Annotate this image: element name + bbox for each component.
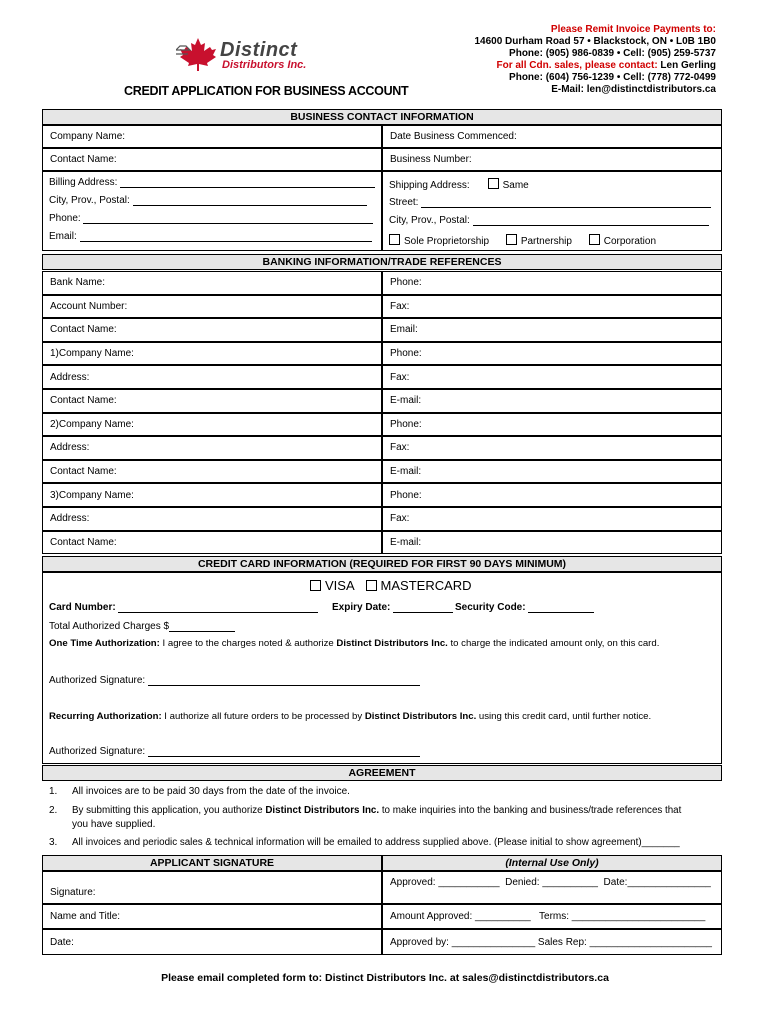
banking-row (42, 460, 722, 484)
banking-right-label: Phone: (390, 418, 422, 430)
credit-card-heading: CREDIT CARD INFORMATION (REQUIRED FOR FIRST 90 DAYS MINIMUM) (42, 556, 722, 572)
terms-label: Terms: ________________________ (539, 911, 706, 922)
one-time-company: Distinct Distributors Inc. (336, 638, 448, 649)
banking-right-field[interactable] (382, 271, 722, 295)
billing-city-field[interactable] (49, 195, 367, 206)
banking-right-label: Fax: (390, 442, 410, 454)
visa-checkbox[interactable] (310, 580, 321, 591)
recurring-text-1: I authorize all future orders to be processed by (161, 711, 365, 722)
banking-left-label: Address: (50, 371, 90, 383)
banking-right-field[interactable] (382, 365, 722, 389)
banking-left-field[interactable] (42, 413, 382, 437)
remit-contact-label: For all Cdn. sales, please contact: (496, 60, 658, 71)
credit-card-block (42, 572, 722, 764)
phone-label: Phone: (49, 213, 81, 224)
agreement-2-text (72, 805, 681, 816)
card-type-options (310, 578, 472, 593)
security-code-field[interactable] (455, 602, 594, 613)
shipping-address-field[interactable] (389, 178, 529, 191)
maple-leaf-icon (176, 36, 220, 72)
banking-row (42, 318, 722, 342)
agreement-1-number: 1. (49, 786, 58, 797)
banking-left-field[interactable] (42, 271, 382, 295)
agreement-3-text: All invoices and periodic sales & technical information will be emailed to address supplied above. (Please initial to show agreement)_______ (72, 837, 680, 848)
visa-label: VISA (325, 578, 354, 593)
banking-row (42, 531, 722, 555)
signature-row-3 (42, 929, 722, 955)
remit-heading: Please Remit Invoice Payments to: (550, 24, 716, 35)
date-field[interactable] (42, 929, 382, 955)
banking-right-field[interactable] (382, 531, 722, 555)
remit-contact-name: Len Gerling (657, 60, 716, 71)
same-checkbox[interactable] (488, 178, 499, 189)
agreement-heading: AGREEMENT (42, 765, 722, 781)
banking-right-field[interactable] (382, 507, 722, 531)
banking-right-field[interactable] (382, 436, 722, 460)
date-commenced-field[interactable] (382, 125, 722, 148)
banking-right-field[interactable] (382, 483, 722, 507)
banking-right-label: Fax: (390, 300, 410, 312)
banking-row (42, 389, 722, 413)
banking-left-field[interactable] (42, 460, 382, 484)
banking-row (42, 365, 722, 389)
authorized-signature-2-label: Authorized Signature: (49, 746, 146, 757)
remit-address: 14600 Durham Road 57 • Blackstock, ON • L0B 1B0 (474, 36, 716, 47)
contact-row-1 (42, 125, 722, 148)
expiry-label: Expiry Date: (332, 602, 391, 613)
remit-phone: Phone: (905) 986-0839 • Cell: (905) 259-5737 (509, 48, 716, 59)
security-code-label: Security Code: (455, 602, 526, 613)
banking-left-label: Contact Name: (50, 395, 117, 407)
one-time-text-2: to charge the indicated amount only, on this card. (447, 638, 660, 649)
one-time-label: One Time Authorization: (49, 638, 160, 649)
approved-by-row[interactable] (382, 929, 722, 955)
banking-right-field[interactable] (382, 342, 722, 366)
address-block (42, 171, 722, 251)
banking-row (42, 436, 722, 460)
banking-left-label: Contact Name: (50, 324, 117, 336)
company-name-field[interactable] (42, 125, 382, 148)
total-charges-label: Total Authorized Charges $ (49, 621, 170, 632)
signature-field[interactable] (42, 871, 382, 904)
banking-right-label: E-mail: (390, 536, 422, 548)
banking-right-label: Phone: (390, 348, 422, 360)
contact-name-label: Contact Name: (50, 154, 117, 165)
expiry-field[interactable] (332, 602, 453, 613)
banking-left-label: Contact Name: (50, 536, 117, 548)
banking-left-field[interactable] (42, 436, 382, 460)
agreement-2-post: to make inquiries into the banking and business/trade references that (379, 805, 682, 816)
remit-info (416, 24, 716, 96)
business-number-field[interactable] (382, 148, 722, 171)
authorized-signature-1[interactable] (49, 675, 420, 686)
page-title: CREDIT APPLICATION FOR BUSINESS ACCOUNT (124, 84, 409, 98)
banking-left-label: Bank Name: (50, 277, 106, 289)
email-label: Email: (49, 231, 77, 242)
billing-address-field[interactable] (49, 177, 375, 188)
internal-date-label: Date:_______________ (603, 877, 711, 888)
phone-field[interactable] (49, 213, 373, 224)
card-number-field[interactable] (49, 602, 318, 613)
contact-row-2 (42, 148, 722, 171)
company-logo (176, 36, 326, 76)
applicant-signature-heading: APPLICANT SIGNATURE (42, 855, 382, 871)
amount-approved-label: Amount Approved: __________ (390, 911, 531, 922)
banking-left-field[interactable] (42, 365, 382, 389)
recurring-authorization (49, 711, 651, 722)
logo-subtitle: Distributors Inc. (222, 59, 307, 71)
name-title-label: Name and Title: (50, 911, 121, 922)
email-field[interactable] (49, 231, 372, 242)
banking-row (42, 483, 722, 507)
banking-row (42, 507, 722, 531)
one-time-authorization (49, 638, 659, 649)
banking-left-field[interactable] (42, 483, 382, 507)
signature-row-1 (42, 871, 722, 904)
internal-use-heading: (Internal Use Only) (382, 855, 722, 871)
authorized-signature-1-label: Authorized Signature: (49, 675, 146, 686)
authorized-signature-2[interactable] (49, 746, 420, 757)
contact-name-field[interactable] (42, 148, 382, 171)
signature-label: Signature: (50, 887, 96, 898)
banking-right-label: Phone: (390, 277, 422, 289)
business-type-options (389, 234, 656, 247)
banking-right-label: E-mail: (390, 466, 422, 478)
recurring-label: Recurring Authorization: (49, 711, 162, 722)
banking-right-label: Fax: (390, 371, 410, 383)
agreement-3-number: 3. (49, 837, 58, 848)
remit-email: E-Mail: len@distinctdistributors.ca (551, 84, 716, 95)
logo-wordmark: Distinct (220, 39, 298, 61)
banking-right-label: Phone: (390, 489, 422, 501)
banking-left-field[interactable] (42, 507, 382, 531)
banking-left-label: 3)Company Name: (50, 489, 134, 501)
banking-row (42, 295, 722, 319)
banking-left-label: Address: (50, 442, 90, 454)
sales-rep-label: Sales Rep: ______________________ (537, 936, 712, 948)
banking-right-field[interactable] (382, 318, 722, 342)
shipping-city-field[interactable] (389, 215, 709, 226)
banking-right-field[interactable] (382, 389, 722, 413)
same-label: Same (502, 180, 529, 191)
banking-left-label: 1)Company Name: (50, 348, 134, 360)
banking-left-label: Contact Name: (50, 466, 117, 478)
billing-city-label: City, Prov., Postal: (49, 195, 130, 206)
shipping-address-label: Shipping Address: (389, 180, 470, 191)
footer-instructions: Please email completed form to: Distinct Distributors Inc. at sales@distinctdistributors.ca (161, 972, 609, 984)
banking-row (42, 413, 722, 437)
banking-right-label: Fax: (390, 513, 410, 525)
recurring-company: Distinct Distributors Inc. (364, 711, 477, 722)
sole-proprietorship-label: Sole Proprietorship (404, 236, 490, 247)
approved-by-label: Approved by: _______________ (390, 936, 536, 948)
agreement-2-line2: you have supplied. (72, 819, 156, 830)
agreement-1-text: All invoices are to be paid 30 days from the date of the invoice. (72, 786, 350, 797)
name-title-field[interactable] (42, 904, 382, 929)
card-number-label: Card Number: (49, 602, 116, 613)
partnership-checkbox[interactable] (506, 234, 517, 245)
banking-right-field[interactable] (382, 413, 722, 437)
remit-contact-phone: Phone: (604) 756-1239 • Cell: (778) 772-0499 (509, 72, 716, 83)
date-label: Date: (50, 936, 74, 948)
approved-label: Approved: ___________ (390, 877, 500, 888)
agreement-2-pre: By submitting this application, you authorize (72, 805, 266, 816)
banking-left-label: Account Number: (50, 300, 128, 312)
banking-left-label: Address: (50, 513, 90, 525)
banking-left-field[interactable] (42, 389, 382, 413)
banking-heading: BANKING INFORMATION/TRADE REFERENCES (42, 254, 722, 270)
approval-row[interactable] (382, 871, 722, 904)
business-number-label: Business Number: (390, 154, 472, 165)
banking-right-label: E-mail: (390, 395, 422, 407)
banking-row (42, 342, 722, 366)
street-label: Street: (389, 197, 419, 208)
sole-proprietorship-checkbox[interactable] (389, 234, 400, 245)
corporation-checkbox[interactable] (589, 234, 600, 245)
amount-terms-row[interactable] (382, 904, 722, 929)
banking-left-field[interactable] (42, 531, 382, 555)
date-commenced-label: Date Business Commenced: (390, 131, 517, 142)
one-time-text-1: I agree to the charges noted & authorize (159, 638, 337, 649)
total-charges-field[interactable] (49, 621, 235, 632)
banking-row (42, 271, 722, 295)
mastercard-label: MASTERCARD (380, 578, 472, 593)
banking-right-label: Email: (390, 324, 418, 336)
denied-label: Denied: __________ (505, 877, 598, 888)
banking-left-field[interactable] (42, 318, 382, 342)
mastercard-checkbox[interactable] (366, 580, 377, 591)
agreement-2-company: Distinct Distributors Inc. (265, 805, 380, 816)
agreement-2-number: 2. (49, 805, 58, 816)
banking-left-field[interactable] (42, 342, 382, 366)
recurring-text-2: using this credit card, until further notice. (476, 711, 652, 722)
banking-left-label: 2)Company Name: (50, 418, 134, 430)
banking-right-field[interactable] (382, 460, 722, 484)
street-field[interactable] (389, 197, 711, 208)
corporation-label: Corporation (603, 236, 657, 247)
signature-row-2 (42, 904, 722, 929)
banking-right-field[interactable] (382, 295, 722, 319)
shipping-city-label: City, Prov., Postal: (389, 215, 470, 226)
billing-address-label: Billing Address: (49, 177, 118, 188)
company-name-label: Company Name: (50, 131, 126, 142)
banking-left-field[interactable] (42, 295, 382, 319)
business-contact-heading: BUSINESS CONTACT INFORMATION (42, 109, 722, 125)
partnership-label: Partnership (520, 236, 572, 247)
